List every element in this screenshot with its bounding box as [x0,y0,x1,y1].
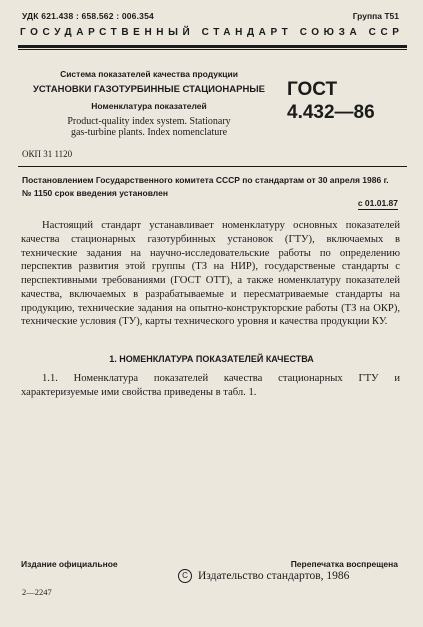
publisher-name: Издательство стандартов, 1986 [198,570,350,582]
gost-number: 4.432—86 [287,102,375,123]
print-number: 2—2247 [22,587,52,597]
section-heading: 1. НОМЕНКЛАТУРА ПОКАЗАТЕЛЕЙ КАЧЕСТВА [109,354,314,364]
title-system: Система показателей качества продукции [60,69,238,79]
udk-code: УДК 621.438 : 658.562 : 006.354 [22,11,154,21]
publisher-line [178,569,349,583]
official-edition-label: Издание официальное [21,559,118,569]
copyright-icon: C [178,569,192,583]
introduction-paragraph: Настоящий стандарт устанавливает номенклатуру основных показателей качества стационарных газотурбинных установок (ГТУ), включаемых в технические задания на научно-исследовательские работы по определению перспектив развития этой группы (ТЗ на НИР), государственые стандарты с перспективными требованиями (ГОСТ ОТТ), а также номенклатуру показателей качества, включаемых в разрабатываемые и пересматриваемые стандарты на продукцию, технические задания на опытно-конструкторские работы (ТЗ на ОКР), технические условия (ТУ), карты технического уровня и качества продукции КУ. [21,220,400,328]
okp-code: ОКП 31 1120 [22,149,73,159]
effective-date: с 01.01.87 [357,198,398,208]
gost-label: ГОСТ [287,79,338,100]
title-english-2: gas-turbine plants. Index nomenclature [70,127,228,138]
resolution-text: Постановлением Государственного комитета СССР по стандартам от 30 апреля 1986 г. № 1150 срок введения установлен [22,175,389,198]
group-code: Группа Т51 [352,11,399,21]
header-rule-thin [18,49,407,50]
header-rule-thick [18,45,407,48]
title-nomenclature: Номенклатура показателей [91,101,207,111]
title-english-1: Product-quality index system. Stationary [67,116,231,127]
standard-title-block [24,68,274,138]
state-standard-banner: ГОСУДАРСТВЕННЫЙ СТАНДАРТ СОЮЗА ССР [20,27,404,38]
separator-line [18,166,407,167]
title-installations: УСТАНОВКИ ГАЗОТУРБИННЫЕ СТАЦИОНАРНЫЕ [33,84,265,95]
reprint-prohibited-label: Перепечатка воспрещена [290,559,398,569]
section-paragraph: 1.1. Номенклатура показателей качества стационарных ГТУ и характеризуемые ими свойства приведены в табл. 1. [21,373,400,398]
